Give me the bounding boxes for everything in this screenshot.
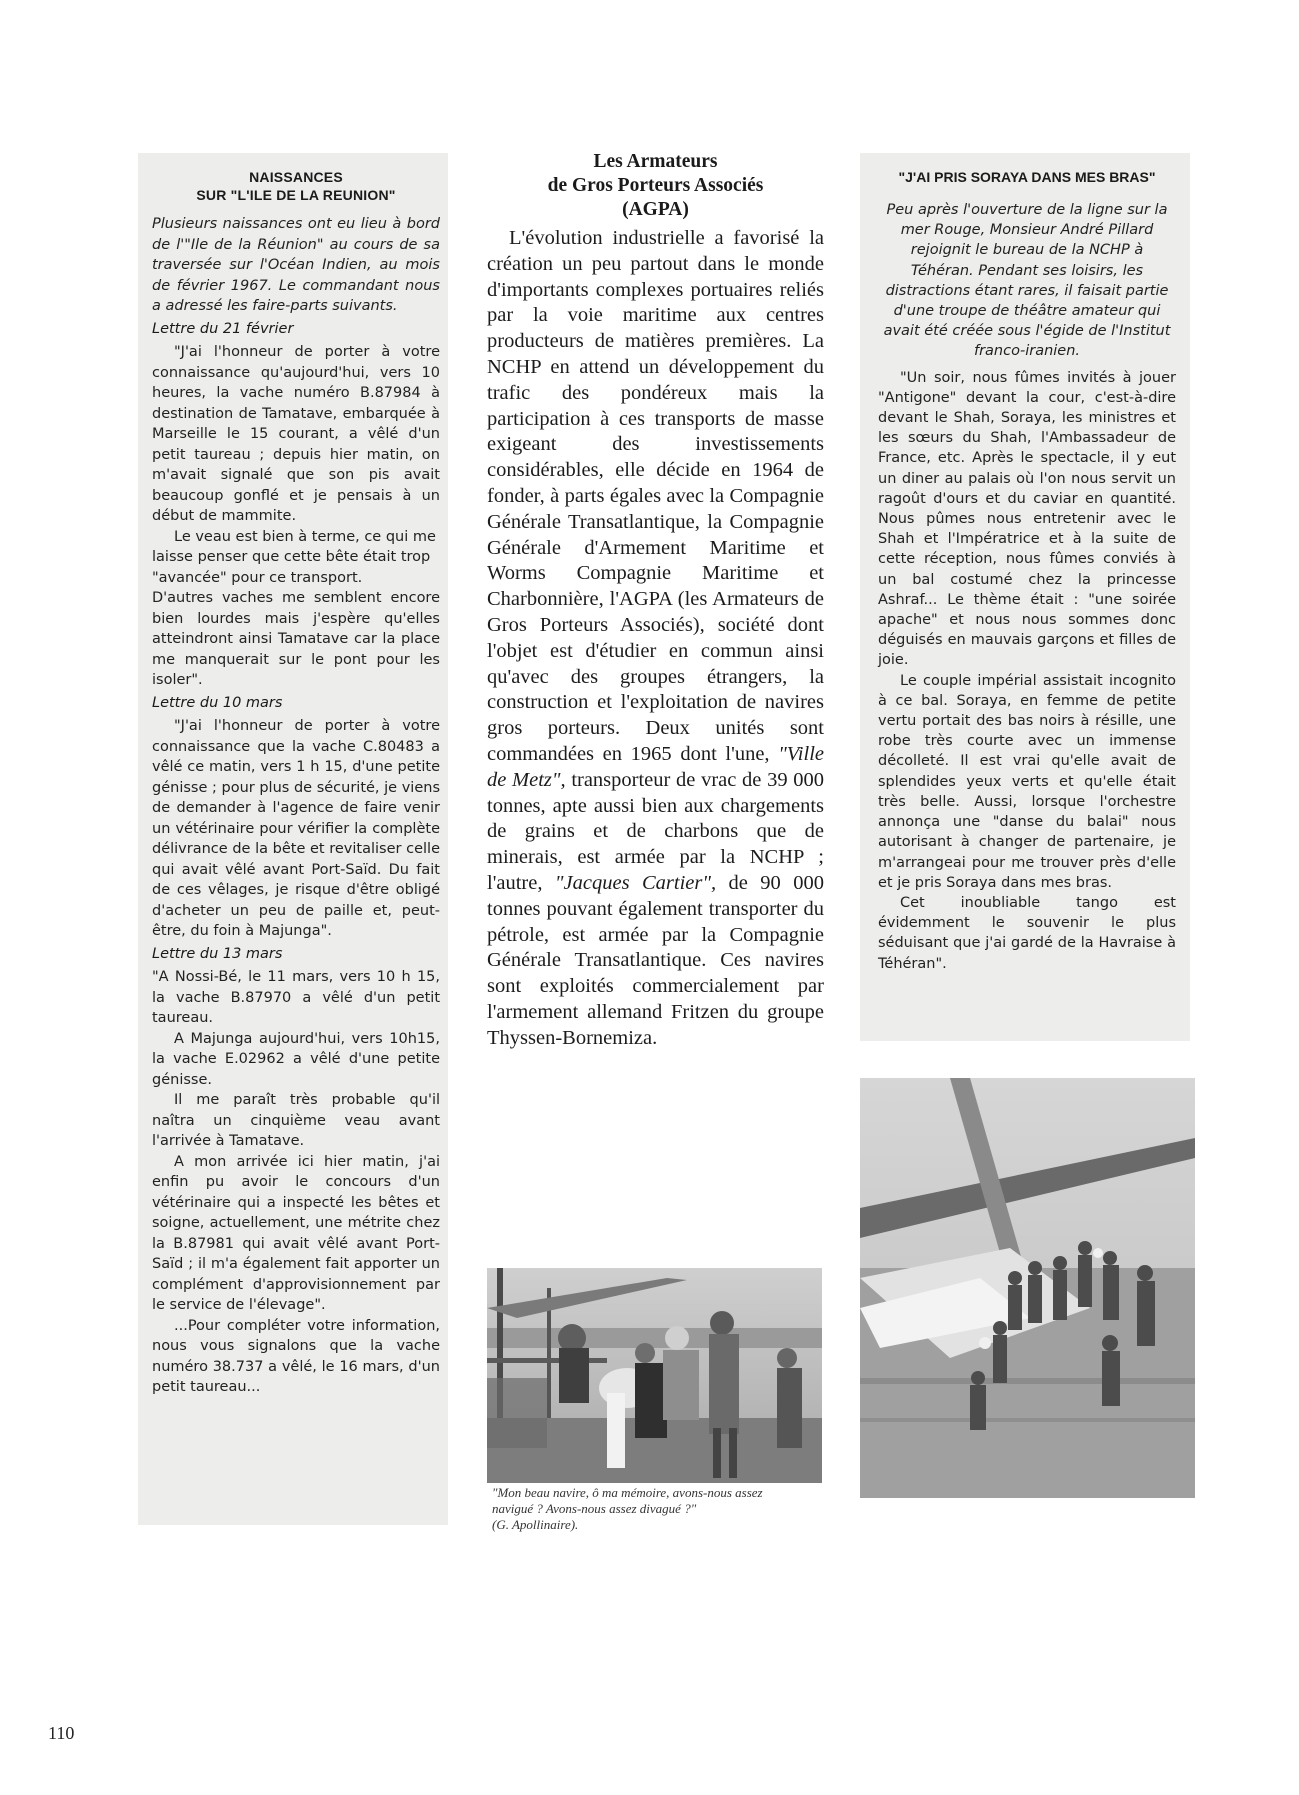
agpa-title-line3: (AGPA)	[622, 199, 689, 220]
births-intro: Plusieurs naissances ont eu lieu à bord de l'"Ile de la Réunion" au cours de sa traversée sur l'Océan Indien, au mois de février 1967. Le commandant nous a adressé les faire-parts suivants.	[152, 216, 440, 314]
soraya-paragraph: "Un soir, nous fûmes invités à jouer "Antigone" devant la cour, c'est-à-dire devant le Shah, Soraya, les ministres et les sœurs du Shah, l'Ambassadeur de France, etc. Après le spectacle, il y eut un diner au palais où l'on nous servit un ragoût d'ours et du caviar en quantité. Nous pûmes nous entretenir avec le Shah et l'Impératrice et à la suite de cette réception, nous fûmes conviés à un bal costumé chez la princesse Ashraf... Le thème était : "une soirée apache" et nous nous sommes donc déguisés en mauvais garçons et filles de joie.	[878, 369, 1176, 669]
letter1-paragraph: Le veau est bien à terme, ce qui me laisse penser que cette bête était trop "avancée" pour ce transport.	[152, 528, 436, 586]
ship-name-jacques-cartier: "Jacques Cartier",	[554, 871, 717, 894]
letter3-paragraph: "A Nossi-Bé, le 11 mars, vers 10 h 15, la vache B.87970 a vêlé d'un petit taureau.	[152, 969, 440, 1026]
caption-line3: (G. Apollinaire).	[492, 1517, 579, 1532]
agpa-body	[487, 226, 824, 1052]
agpa-title-line1: Les Armateurs	[593, 151, 718, 172]
agpa-body-part: transporteur de vrac de 39 000 tonnes, apte aussi bien aux chargements de grains et de charbons que de minerais, est armée par la NCHP ; l'autre,	[487, 768, 824, 894]
births-heading	[152, 168, 440, 204]
soraya-paragraph: Le couple impérial assistait incognito à ce bal. Soraya, en femme de petite vertu portait des bas noirs à résille, une robe très courte avec un immense décolleté. Il est vrai qu'elle avait de splendides yeux verts et qu'elle était très belle. Aussi, lorsque l'orchestre annonça une "danse du balai" nous autorisant à changer de partenaire, je m'arrangeai pour me trouver près d'elle et je pris Soraya dans mes bras.	[878, 672, 1176, 891]
letter1-paragraph: "J'ai l'honneur de porter à votre connaissance qu'aujourd'hui, vers 10 heures, la vache numéro B.87984 à destination de Tamatave, embarquée à Marseille le 15 courant, a vêlé d'un petit taureau ; depuis hier matin, on m'avait signalé que son pis avait beaucoup gonflé et je pensais à un début de mammite.	[152, 344, 440, 524]
agpa-body-part: de 90 000 tonnes pouvant également transporter du pétrole, est armée par la Compagnie Générale Transatlantique. Ces navires sont exploités commercialement par l'armement allemand Fritzen du groupe Thyssen-Bornemiza.	[487, 871, 824, 1049]
letter1-paragraph: D'autres vaches me semblent encore bien lourdes mais j'espère qu'elles atteindront ainsi Tamatave car la place me manquerait sur le pont pour les isoler".	[152, 590, 440, 688]
agpa-heading	[487, 150, 824, 222]
letter3-paragraph: A Majunga aujourd'hui, vers 10h15, la vache E.02962 a vêlé d'une petite génisse.	[152, 1030, 440, 1088]
ship-name-ville-de-metz: "Ville de Metz",	[487, 742, 824, 791]
agpa-body-part: L'évolution industrielle a favorisé la création un peu partout dans le monde d'importants complexes portuaires reliés par la voie maritime aux centres producteurs de matières premières. La NCHP en attend un développement du trafic des pondéreux mais la participation à ces transports de masse exigeant des investissements considérables, elle décide en 1964 de fonder, à parts égales avec la Compagnie Générale Transatlantique, la Compagnie Générale d'Armement Maritime et Worms Compagnie Maritime et Charbonnière, l'AGPA (les Armateurs de Gros Porteurs Associés), société dont l'objet est d'étudier en commun ainsi qu'avec des groupes étrangers, la construction et l'exploitation de navires gros porteurs. Deux unités sont commandées en 1965 dont l'une,	[487, 227, 824, 765]
caption-line2: navigué ? Avons-nous assez divagué ?"	[492, 1501, 697, 1516]
page-number: 110	[48, 1723, 75, 1743]
births-closing: ...Pour compléter votre information, nous vous signalons que la vache numéro 38.737 a vêlé, le 16 mars, d'un petit taureau...	[152, 1317, 440, 1395]
letter2-label: Lettre du 10 mars	[152, 694, 283, 711]
deck-ceremony-photo	[487, 1268, 822, 1483]
photo-caption	[492, 1485, 822, 1533]
caption-line1: "Mon beau navire, ô ma mémoire, avons-nous assez	[492, 1485, 763, 1500]
letter3-paragraph: A mon arrivée ici hier matin, j'ai enfin pu avoir le concours d'un vétérinaire qui a inspecté les bêtes et soigne, actuellement, une métrite chez la B.87981 qui avait vêlé avant Port-Saïd ; il m'a également fait apporter un complément d'approvisionnement par le service de l'élevage".	[152, 1153, 440, 1313]
crew-on-deck-photo	[860, 1078, 1195, 1498]
births-title-line2: SUR "L'ILE DE LA REUNION"	[196, 187, 396, 203]
soraya-heading: "J'AI PRIS SORAYA DANS MES BRAS"	[898, 169, 1156, 185]
agpa-title-line2: de Gros Porteurs Associés	[547, 175, 764, 196]
letter3-label: Lettre du 13 mars	[152, 945, 283, 962]
agpa-article	[487, 150, 824, 1052]
births-sidebar	[138, 153, 448, 1525]
births-title-line1: NAISSANCES	[249, 169, 343, 185]
soraya-intro: Peu après l'ouverture de la ligne sur la mer Rouge, Monsieur André Pillard rejoignit le bureau de la NCHP à Téhéran. Pendant ses loisirs, les distractions étant rares, il faisait partie d'une troupe de théâtre amateur qui avait été créée sous l'égide de l'Institut franco-iranien.	[883, 202, 1171, 360]
letter1-label: Lettre du 21 février	[152, 320, 294, 337]
letter2-paragraph: "J'ai l'honneur de porter à votre connaissance que la vache C.80483 a vêlé ce matin, vers 1 h 15, d'une petite génisse ; pour plus de sécurité, je viens de demander à l'agence de faire venir un vétérinaire pour vérifier la complète délivrance de la bête et revitaliser celle qui avait vêlé avant Port-Saïd. Du fait de ces vêlages, je risque d'être obligé d'acheter un peu de paille et, peut-être, du foin à Majunga".	[152, 718, 440, 939]
soraya-sidebar	[860, 153, 1190, 1041]
soraya-paragraph: Cet inoubliable tango est évidemment le souvenir le plus séduisant que j'ai gardé de la Havraise à Téhéran".	[878, 894, 1176, 972]
letter3-paragraph: Il me paraît très probable qu'il naîtra un cinquième veau avant l'arrivée à Tamatave.	[152, 1092, 440, 1149]
